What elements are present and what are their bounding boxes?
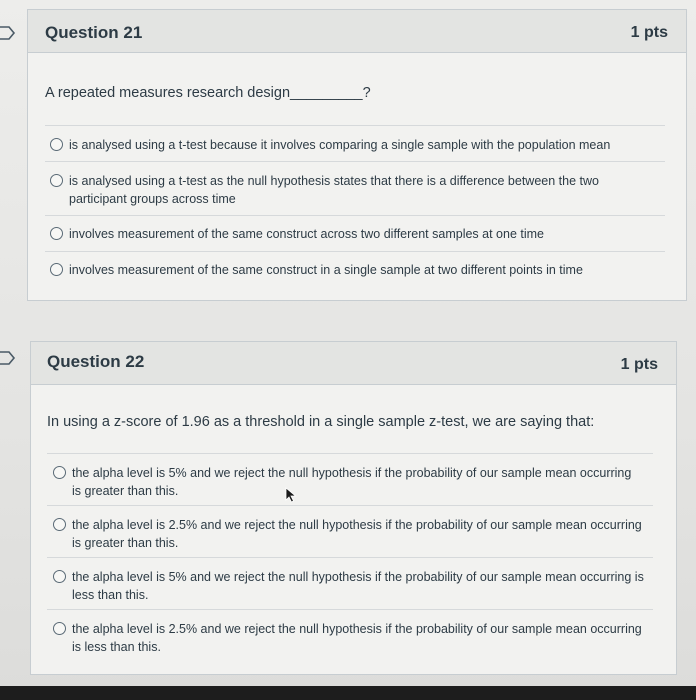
question-card-22: [30, 341, 677, 675]
radio-unselected-icon[interactable]: [53, 570, 66, 583]
answer-option[interactable]: [45, 251, 665, 287]
question-points: 1 pts: [630, 24, 668, 41]
answer-label: the alpha level is 5% and we reject the null hypothesis if the probability of our sample mean occurring is less than this.: [72, 570, 644, 602]
answer-option[interactable]: [45, 125, 665, 161]
question-header: [31, 342, 676, 385]
answer-label: is analysed using a t-test as the null hypothesis states that there is a difference between the two participant groups across time: [69, 174, 599, 206]
answer-label: the alpha level is 2.5% and we reject the null hypothesis if the probability of our sample mean occurring is greater than this.: [72, 518, 642, 550]
answer-label: the alpha level is 5% and we reject the null hypothesis if the probability of our sample mean occurring is greater than this.: [72, 466, 632, 498]
answer-option[interactable]: [45, 161, 665, 215]
radio-unselected-icon[interactable]: [53, 622, 66, 635]
answer-list: [45, 125, 665, 287]
answer-label: involves measurement of the same construct across two different samples at one time: [69, 227, 544, 241]
flag-question-icon[interactable]: [0, 26, 16, 40]
answer-option[interactable]: [47, 505, 653, 557]
answer-list: [47, 453, 653, 661]
answer-option[interactable]: [47, 609, 653, 661]
answer-option[interactable]: [47, 453, 653, 505]
flag-question-icon[interactable]: [0, 351, 16, 365]
question-text: A repeated measures research design_________?: [45, 85, 371, 101]
question-title: Question 21: [45, 23, 143, 42]
bottom-edge-bar: [0, 686, 696, 700]
question-card-21: [27, 9, 687, 301]
radio-unselected-icon[interactable]: [50, 227, 63, 240]
answer-label: involves measurement of the same construct in a single sample at two different points in time: [69, 263, 583, 277]
question-text: In using a z-score of 1.96 as a threshold in a single sample z-test, we are saying that:: [47, 414, 595, 430]
radio-unselected-icon[interactable]: [50, 174, 63, 187]
radio-unselected-icon[interactable]: [53, 466, 66, 479]
answer-label: is analysed using a t-test because it involves comparing a single sample with the population mean: [69, 138, 611, 152]
question-header: [28, 10, 686, 53]
radio-unselected-icon[interactable]: [50, 138, 63, 151]
radio-unselected-icon[interactable]: [53, 518, 66, 531]
answer-option[interactable]: [45, 215, 665, 251]
radio-unselected-icon[interactable]: [50, 263, 63, 276]
question-points: 1 pts: [620, 356, 658, 373]
answer-option[interactable]: [47, 557, 653, 609]
mouse-pointer-icon: [285, 487, 297, 508]
question-title: Question 22: [47, 352, 145, 371]
answer-label: the alpha level is 2.5% and we reject the null hypothesis if the probability of our sample mean occurring is less than this.: [72, 622, 642, 654]
